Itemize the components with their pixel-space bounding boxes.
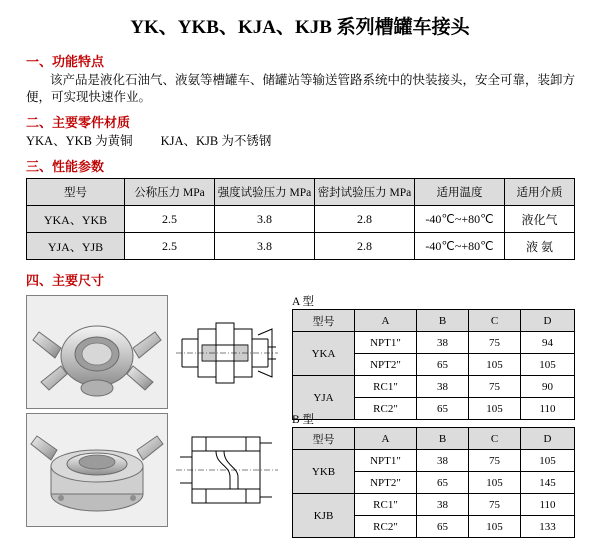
dim-a-cell: NPT1": [355, 332, 417, 354]
page-title: YK、YKB、KJA、KJB 系列槽罐车接头: [130, 17, 470, 38]
section-heading-features: 一、功能特点: [26, 54, 105, 69]
performance-col-model: 型号: [27, 179, 125, 206]
performance-col-strength-test-pressure: 强度试验压力 MPa: [215, 179, 315, 206]
material-line: [26, 133, 600, 150]
performance-col-seal-test-pressure: 密封试验压力 MPa: [315, 179, 415, 206]
performance-cell: -40℃~+80℃: [415, 233, 505, 260]
dim-a-cell: 94: [521, 332, 575, 354]
dim-b-cell: NPT1": [355, 450, 417, 472]
performance-cell: 3.8: [215, 233, 315, 260]
dim-a-cell: 105: [521, 354, 575, 376]
performance-table: [26, 178, 575, 260]
dim-b-cell: 65: [417, 472, 469, 494]
dim-b-cell: 38: [417, 450, 469, 472]
performance-cell: -40℃~+80℃: [415, 206, 505, 233]
dim-b-cell: 75: [469, 494, 521, 516]
photo-type-a-graphic: [27, 296, 167, 408]
dim-a-model: YJA: [293, 376, 355, 420]
dimension-group-label-a: A 型: [292, 296, 315, 308]
dim-a-cell: 38: [417, 332, 469, 354]
dim-b-cell: 145: [521, 472, 575, 494]
material-left-text: YKA、YKB 为黄铜: [26, 134, 133, 148]
performance-col-nominal-pressure: 公称压力 MPa: [125, 179, 215, 206]
dim-a-cell: 75: [469, 332, 521, 354]
dim-b-cell: 38: [417, 494, 469, 516]
table-row: [27, 233, 575, 260]
dim-a-cell: 90: [521, 376, 575, 398]
dim-a-cell: 65: [417, 354, 469, 376]
photo-type-b: [26, 413, 168, 527]
dim-b-cell: 105: [469, 516, 521, 538]
dim-a-cell: RC2": [355, 398, 417, 420]
performance-cell: 液化气: [505, 206, 575, 233]
dim-a-col-b: B: [417, 310, 469, 332]
material-right-text: KJA、KJB 为不锈钢: [160, 134, 272, 148]
dim-b-col-b: B: [417, 428, 469, 450]
performance-cell: 3.8: [215, 206, 315, 233]
dim-a-cell: NPT2": [355, 354, 417, 376]
dim-a-cell: 105: [469, 354, 521, 376]
dimension-table-a-header-row: [293, 310, 575, 332]
dim-a-cell: 110: [521, 398, 575, 420]
dimension-table-a: [292, 309, 575, 420]
drawing-type-b-graphic: [172, 413, 282, 525]
dim-a-col-c: C: [469, 310, 521, 332]
table-row: [293, 450, 575, 472]
table-row: [293, 332, 575, 354]
dim-b-cell: 105: [469, 472, 521, 494]
dim-a-col-model: 型号: [293, 310, 355, 332]
features-body-text: 该产品是液化石油气、液氨等槽罐车、储罐站等输送管路系统中的快装接头，安全可靠，装卸方便，可实现快速作业。: [26, 73, 576, 104]
dim-b-col-d: D: [521, 428, 575, 450]
performance-table-header-row: [27, 179, 575, 206]
dimension-table-b: [292, 427, 575, 538]
dim-b-cell: 105: [521, 450, 575, 472]
dim-a-cell: 38: [417, 376, 469, 398]
performance-cell: 2.8: [315, 206, 415, 233]
performance-cell: YKA、YKB: [27, 206, 125, 233]
performance-cell: YJA、YJB: [27, 233, 125, 260]
dim-b-model: KJB: [293, 494, 355, 538]
dim-b-cell: 75: [469, 450, 521, 472]
performance-cell: 2.5: [125, 206, 215, 233]
dim-b-cell: NPT2": [355, 472, 417, 494]
dim-b-col-model: 型号: [293, 428, 355, 450]
dim-a-cell: 75: [469, 376, 521, 398]
dim-b-cell: RC1": [355, 494, 417, 516]
dimension-table-b-header-row: [293, 428, 575, 450]
performance-cell: 2.5: [125, 233, 215, 260]
dim-a-cell: RC1": [355, 376, 417, 398]
performance-cell: 2.8: [315, 233, 415, 260]
section-heading-performance: 三、性能参数: [26, 159, 105, 174]
dim-a-cell: 105: [469, 398, 521, 420]
drawing-type-a-graphic: [172, 295, 282, 407]
section-heading-material: 二、主要零件材质: [26, 115, 131, 130]
photo-type-b-graphic: [27, 414, 167, 526]
section-heading-dimensions: 四、主要尺寸: [26, 273, 105, 288]
performance-cell: 液 氨: [505, 233, 575, 260]
dim-a-cell: 65: [417, 398, 469, 420]
dim-b-col-c: C: [469, 428, 521, 450]
performance-col-temperature: 适用温度: [415, 179, 505, 206]
table-row: [27, 206, 575, 233]
photo-type-a: [26, 295, 168, 409]
table-row: [293, 494, 575, 516]
dim-b-cell: 110: [521, 494, 575, 516]
drawing-type-a: [172, 295, 282, 407]
dim-b-cell: RC2": [355, 516, 417, 538]
table-row: [293, 376, 575, 398]
dim-a-col-a: A: [355, 310, 417, 332]
dim-b-col-a: A: [355, 428, 417, 450]
dim-b-cell: 65: [417, 516, 469, 538]
performance-col-medium: 适用介质: [505, 179, 575, 206]
drawing-type-b: [172, 413, 282, 525]
dim-b-model: YKB: [293, 450, 355, 494]
dimension-group-label-b: B 型: [292, 414, 315, 426]
dim-a-col-d: D: [521, 310, 575, 332]
dim-a-model: YKA: [293, 332, 355, 376]
dim-b-cell: 133: [521, 516, 575, 538]
